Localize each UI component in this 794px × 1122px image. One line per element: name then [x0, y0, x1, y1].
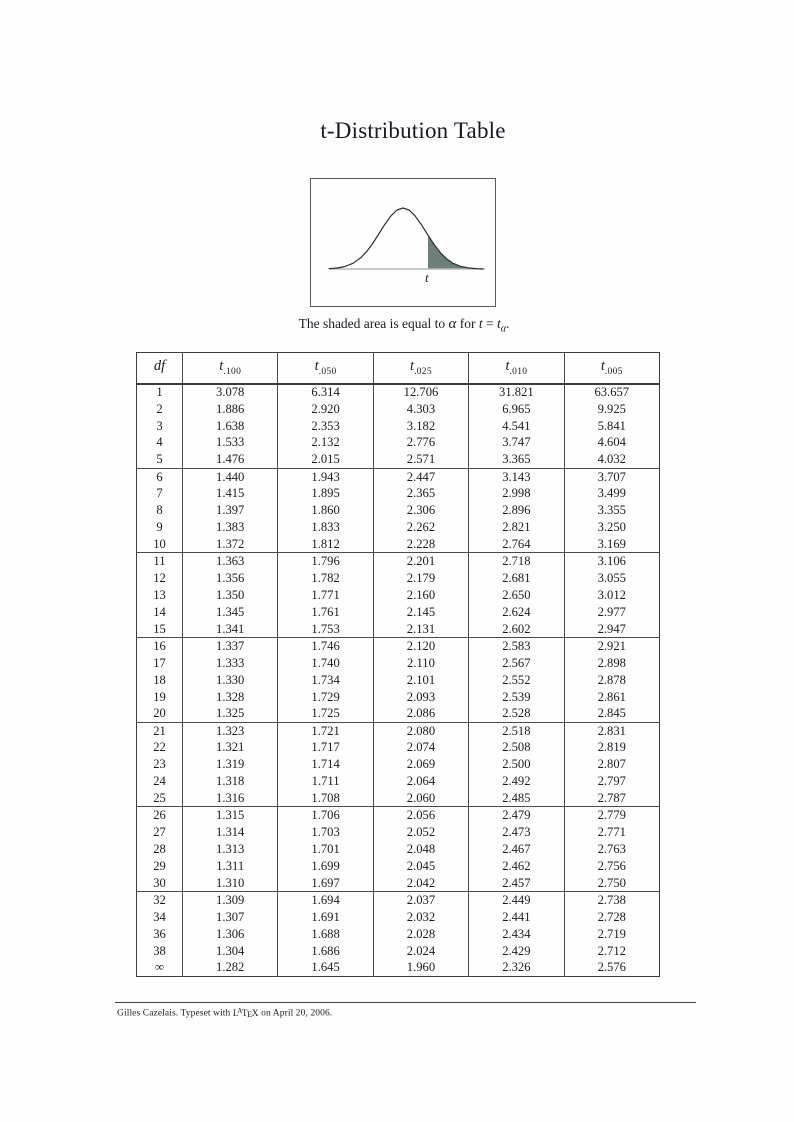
- value-cell: 1.638: [183, 417, 278, 434]
- value-cell: 2.462: [469, 858, 564, 875]
- value-cell: 1.476: [183, 451, 278, 468]
- table-row: [137, 400, 660, 417]
- table-row: [137, 502, 660, 519]
- caption-period: .: [506, 316, 510, 331]
- value-cell: 2.429: [469, 942, 564, 959]
- value-cell: 2.719: [564, 926, 659, 943]
- t-distribution-figure: [310, 178, 496, 307]
- value-cell: 4.303: [373, 400, 468, 417]
- value-cell: 2.776: [373, 434, 468, 451]
- value-cell: 3.355: [564, 502, 659, 519]
- value-cell: 1.796: [278, 553, 373, 570]
- df-cell: 38: [153, 943, 166, 958]
- value-cell: 1.319: [183, 756, 278, 773]
- value-cell: 3.365: [469, 451, 564, 468]
- value-cell: 2.074: [373, 739, 468, 756]
- value-cell: 4.032: [564, 451, 659, 468]
- value-cell: 2.179: [373, 570, 468, 587]
- value-cell: 2.500: [469, 756, 564, 773]
- value-cell: 1.706: [278, 807, 373, 824]
- value-cell: 3.499: [564, 485, 659, 502]
- value-cell: 1.708: [278, 790, 373, 807]
- value-cell: 1.721: [278, 722, 373, 739]
- value-cell: 2.771: [564, 824, 659, 841]
- table-row: [137, 655, 660, 672]
- df-cell: 15: [137, 621, 183, 638]
- value-cell: 2.467: [469, 841, 564, 858]
- df-cell: 3: [156, 418, 163, 433]
- table-row: [137, 942, 660, 959]
- t-alpha-subscript: α: [500, 323, 507, 335]
- value-cell: 1.753: [278, 621, 373, 638]
- df-cell: 19: [153, 689, 166, 704]
- table-row: [137, 417, 660, 434]
- value-cell: 1.895: [278, 485, 373, 502]
- t-label: t: [425, 270, 429, 285]
- value-cell: 2.756: [564, 858, 659, 875]
- value-cell: 2.048: [373, 841, 468, 858]
- table-row: [137, 671, 660, 688]
- table-row: [137, 451, 660, 468]
- value-cell: 2.681: [469, 570, 564, 587]
- value-cell: 3.182: [373, 417, 468, 434]
- value-cell: 2.045: [373, 858, 468, 875]
- footer-author: Gilles Cazelais. Typeset with: [117, 1008, 233, 1019]
- table-row: [137, 587, 660, 604]
- table-row: [137, 519, 660, 536]
- value-cell: 1.943: [278, 468, 373, 485]
- table-row: [137, 875, 660, 892]
- value-cell: 2.457: [469, 875, 564, 892]
- value-cell: 1.886: [183, 400, 278, 417]
- value-cell: 2.365: [373, 485, 468, 502]
- value-cell: 1.734: [278, 671, 373, 688]
- value-cell: 2.086: [373, 705, 468, 722]
- value-cell: 1.740: [278, 655, 373, 672]
- value-cell: 9.925: [564, 400, 659, 417]
- value-cell: 2.201: [373, 553, 468, 570]
- latex-logo: $L^ATEX$: [232, 1007, 259, 1019]
- value-cell: 1.383: [183, 519, 278, 536]
- value-cell: 2.434: [469, 926, 564, 943]
- column-header-df: df: [137, 353, 183, 384]
- df-cell: 18: [153, 672, 166, 687]
- df-cell: 25: [137, 790, 183, 807]
- df-cell: 17: [153, 655, 166, 670]
- value-cell: 2.353: [278, 417, 373, 434]
- df-cell: 23: [153, 757, 166, 772]
- value-cell: 1.860: [278, 502, 373, 519]
- value-cell: 2.845: [564, 705, 659, 722]
- table-row: [137, 773, 660, 790]
- value-cell: 1.330: [183, 671, 278, 688]
- value-cell: 2.821: [469, 519, 564, 536]
- table-header: [137, 353, 660, 384]
- value-cell: 1.363: [183, 553, 278, 570]
- caption-text: for: [456, 316, 479, 331]
- value-cell: 1.701: [278, 841, 373, 858]
- t-alpha-base: t: [497, 316, 501, 331]
- t-table-body: [137, 384, 660, 977]
- value-cell: 1.328: [183, 688, 278, 705]
- value-cell: 2.101: [373, 671, 468, 688]
- value-cell: 1.686: [278, 942, 373, 959]
- value-cell: 1.533: [183, 434, 278, 451]
- table-row: [137, 892, 660, 909]
- value-cell: 2.037: [373, 892, 468, 909]
- value-cell: 1.688: [278, 926, 373, 943]
- value-cell: 1.304: [183, 942, 278, 959]
- df-cell: 30: [137, 875, 183, 892]
- table-row: [137, 621, 660, 638]
- value-cell: 1.714: [278, 756, 373, 773]
- df-cell: 12: [153, 570, 166, 585]
- value-cell: 2.447: [373, 468, 468, 485]
- table-row: [137, 604, 660, 621]
- page-title: t-Distribution Table: [320, 118, 506, 143]
- df-cell: 26: [153, 808, 166, 823]
- value-cell: 1.440: [183, 468, 278, 485]
- df-cell: 14: [153, 604, 166, 619]
- value-cell: 4.541: [469, 417, 564, 434]
- value-cell: 2.539: [469, 688, 564, 705]
- value-cell: 2.326: [469, 959, 564, 976]
- caption-text: The shaded area is equal to: [298, 316, 449, 331]
- df-cell: 6: [156, 469, 163, 484]
- value-cell: 2.015: [278, 451, 373, 468]
- df-cell: 8: [156, 503, 163, 518]
- df-cell: 10: [137, 536, 183, 553]
- value-cell: 2.110: [373, 655, 468, 672]
- value-cell: 1.761: [278, 604, 373, 621]
- column-header-t010: $t_{.010}$: [469, 353, 564, 384]
- alpha-symbol: α: [448, 316, 457, 332]
- table-row: [137, 858, 660, 875]
- value-cell: 1.325: [183, 705, 278, 722]
- column-header-t025: $t_{.025}$: [373, 353, 468, 384]
- value-cell: 2.028: [373, 926, 468, 943]
- value-cell: 1.703: [278, 824, 373, 841]
- value-cell: 2.712: [564, 942, 659, 959]
- df-cell: 16: [153, 638, 166, 653]
- table-row: [137, 536, 660, 553]
- value-cell: 2.132: [278, 434, 373, 451]
- df-cell: 13: [153, 587, 166, 602]
- value-cell: 2.861: [564, 688, 659, 705]
- value-cell: 2.479: [469, 807, 564, 824]
- footer-credit: [117, 1007, 332, 1019]
- value-cell: 2.921: [564, 638, 659, 655]
- value-cell: 2.552: [469, 671, 564, 688]
- value-cell: 1.307: [183, 909, 278, 926]
- value-cell: 2.576: [564, 959, 659, 976]
- value-cell: 1.314: [183, 824, 278, 841]
- value-cell: 2.624: [469, 604, 564, 621]
- value-cell: 2.896: [469, 502, 564, 519]
- df-cell: 28: [153, 841, 166, 856]
- value-cell: 2.052: [373, 824, 468, 841]
- t-variable: t: [478, 316, 483, 331]
- value-cell: 2.449: [469, 892, 564, 909]
- value-cell: 2.080: [373, 722, 468, 739]
- df-cell: 20: [137, 705, 183, 722]
- value-cell: 2.567: [469, 655, 564, 672]
- value-cell: 2.763: [564, 841, 659, 858]
- value-cell: 2.998: [469, 485, 564, 502]
- value-cell: 1.694: [278, 892, 373, 909]
- value-cell: 2.878: [564, 671, 659, 688]
- figure-caption: [274, 316, 534, 335]
- value-cell: 1.282: [183, 959, 278, 976]
- value-cell: 2.787: [564, 790, 659, 807]
- value-cell: 1.746: [278, 638, 373, 655]
- value-cell: 2.764: [469, 536, 564, 553]
- footer-divider: [115, 1002, 696, 1003]
- table-row: [137, 468, 660, 485]
- df-cell: 32: [153, 893, 166, 908]
- value-cell: 2.064: [373, 773, 468, 790]
- value-cell: 1.313: [183, 841, 278, 858]
- value-cell: 1.356: [183, 570, 278, 587]
- value-cell: 2.898: [564, 655, 659, 672]
- value-cell: 2.807: [564, 756, 659, 773]
- value-cell: 5.841: [564, 417, 659, 434]
- value-cell: 1.833: [278, 519, 373, 536]
- value-cell: 3.707: [564, 468, 659, 485]
- value-cell: 2.947: [564, 621, 659, 638]
- df-cell: 21: [153, 723, 166, 738]
- table-row: [137, 807, 660, 824]
- value-cell: 2.492: [469, 773, 564, 790]
- value-cell: 2.441: [469, 909, 564, 926]
- value-cell: 2.779: [564, 807, 659, 824]
- column-header-t050: $t_{.050}$: [278, 353, 373, 384]
- df-cell: 34: [153, 909, 166, 924]
- value-cell: 1.316: [183, 790, 278, 807]
- value-cell: 2.120: [373, 638, 468, 655]
- value-cell: 3.143: [469, 468, 564, 485]
- df-cell: 2: [156, 401, 163, 416]
- value-cell: 1.397: [183, 502, 278, 519]
- df-cell: 9: [156, 520, 163, 535]
- table-row: [137, 926, 660, 943]
- value-cell: 1.771: [278, 587, 373, 604]
- value-cell: 1.960: [373, 959, 468, 976]
- df-cell: 5: [137, 451, 183, 468]
- value-cell: 2.583: [469, 638, 564, 655]
- column-header-t100: $t_{.100}$: [183, 353, 278, 384]
- df-cell: 27: [153, 825, 166, 840]
- table-row: [137, 434, 660, 451]
- value-cell: 3.078: [183, 384, 278, 401]
- value-cell: 31.821: [469, 384, 564, 401]
- value-cell: 1.337: [183, 638, 278, 655]
- value-cell: 2.160: [373, 587, 468, 604]
- value-cell: 1.318: [183, 773, 278, 790]
- footer-date: on April 20, 2006.: [258, 1008, 333, 1019]
- value-cell: 6.965: [469, 400, 564, 417]
- table-row: [137, 841, 660, 858]
- value-cell: 2.032: [373, 909, 468, 926]
- value-cell: 2.060: [373, 790, 468, 807]
- df-cell: 22: [153, 740, 166, 755]
- table-row: [137, 739, 660, 756]
- value-cell: 1.782: [278, 570, 373, 587]
- value-cell: 1.699: [278, 858, 373, 875]
- value-cell: 3.250: [564, 519, 659, 536]
- value-cell: 12.706: [373, 384, 468, 401]
- value-cell: 1.341: [183, 621, 278, 638]
- value-cell: 1.372: [183, 536, 278, 553]
- value-cell: 1.645: [278, 959, 373, 976]
- table-row: [137, 705, 660, 722]
- df-cell: 4: [156, 435, 163, 450]
- value-cell: 1.717: [278, 739, 373, 756]
- value-cell: 2.518: [469, 722, 564, 739]
- value-cell: 2.508: [469, 739, 564, 756]
- df-cell: 1: [156, 385, 163, 400]
- value-cell: 2.718: [469, 553, 564, 570]
- df-cell: 36: [153, 926, 166, 941]
- table-row: [137, 570, 660, 587]
- value-cell: 3.012: [564, 587, 659, 604]
- value-cell: 1.315: [183, 807, 278, 824]
- value-cell: 2.093: [373, 688, 468, 705]
- value-cell: 1.691: [278, 909, 373, 926]
- table-row: [137, 688, 660, 705]
- equals-sign: =: [482, 316, 498, 331]
- value-cell: 1.321: [183, 739, 278, 756]
- value-cell: 2.602: [469, 621, 564, 638]
- value-cell: 3.169: [564, 536, 659, 553]
- value-cell: 1.323: [183, 722, 278, 739]
- value-cell: 2.920: [278, 400, 373, 417]
- value-cell: 1.306: [183, 926, 278, 943]
- value-cell: 2.473: [469, 824, 564, 841]
- column-header-t005: $t_{.005}$: [564, 353, 659, 384]
- value-cell: 2.738: [564, 892, 659, 909]
- table-row: [137, 756, 660, 773]
- value-cell: 1.345: [183, 604, 278, 621]
- df-cell: ∞: [155, 960, 164, 975]
- df-cell: 11: [153, 554, 166, 569]
- value-cell: 2.728: [564, 909, 659, 926]
- value-cell: 2.819: [564, 739, 659, 756]
- value-cell: 1.697: [278, 875, 373, 892]
- value-cell: 1.311: [183, 858, 278, 875]
- value-cell: 2.650: [469, 587, 564, 604]
- table-row: [137, 722, 660, 739]
- value-cell: 1.333: [183, 655, 278, 672]
- table-row: [137, 384, 660, 401]
- value-cell: 63.657: [564, 384, 659, 401]
- df-cell: 24: [153, 774, 166, 789]
- value-cell: 1.309: [183, 892, 278, 909]
- value-cell: 2.056: [373, 807, 468, 824]
- value-cell: 4.604: [564, 434, 659, 451]
- t-distribution-table: [136, 352, 660, 977]
- value-cell: 2.131: [373, 621, 468, 638]
- table-row: [137, 553, 660, 570]
- value-cell: 1.415: [183, 485, 278, 502]
- value-cell: 3.106: [564, 553, 659, 570]
- value-cell: 3.747: [469, 434, 564, 451]
- value-cell: 1.310: [183, 875, 278, 892]
- value-cell: 3.055: [564, 570, 659, 587]
- value-cell: 2.750: [564, 875, 659, 892]
- table-row: [137, 790, 660, 807]
- value-cell: 2.571: [373, 451, 468, 468]
- value-cell: 1.711: [278, 773, 373, 790]
- table-row: [137, 909, 660, 926]
- value-cell: 2.306: [373, 502, 468, 519]
- table-row: [137, 638, 660, 655]
- bell-curve-figure: [311, 179, 497, 308]
- value-cell: 2.042: [373, 875, 468, 892]
- value-cell: 2.262: [373, 519, 468, 536]
- value-cell: 2.797: [564, 773, 659, 790]
- table-row: [137, 959, 660, 976]
- value-cell: 2.485: [469, 790, 564, 807]
- value-cell: 2.228: [373, 536, 468, 553]
- df-cell: 7: [156, 486, 163, 501]
- value-cell: 2.069: [373, 756, 468, 773]
- value-cell: 2.024: [373, 942, 468, 959]
- value-cell: 1.350: [183, 587, 278, 604]
- value-cell: 2.977: [564, 604, 659, 621]
- value-cell: 1.725: [278, 705, 373, 722]
- value-cell: 2.831: [564, 722, 659, 739]
- value-cell: 6.314: [278, 384, 373, 401]
- value-cell: 1.812: [278, 536, 373, 553]
- table-row: [137, 485, 660, 502]
- value-cell: 2.145: [373, 604, 468, 621]
- df-cell: 29: [153, 858, 166, 873]
- value-cell: 2.528: [469, 705, 564, 722]
- bell-curve: [329, 208, 483, 269]
- value-cell: 1.729: [278, 688, 373, 705]
- table-row: [137, 824, 660, 841]
